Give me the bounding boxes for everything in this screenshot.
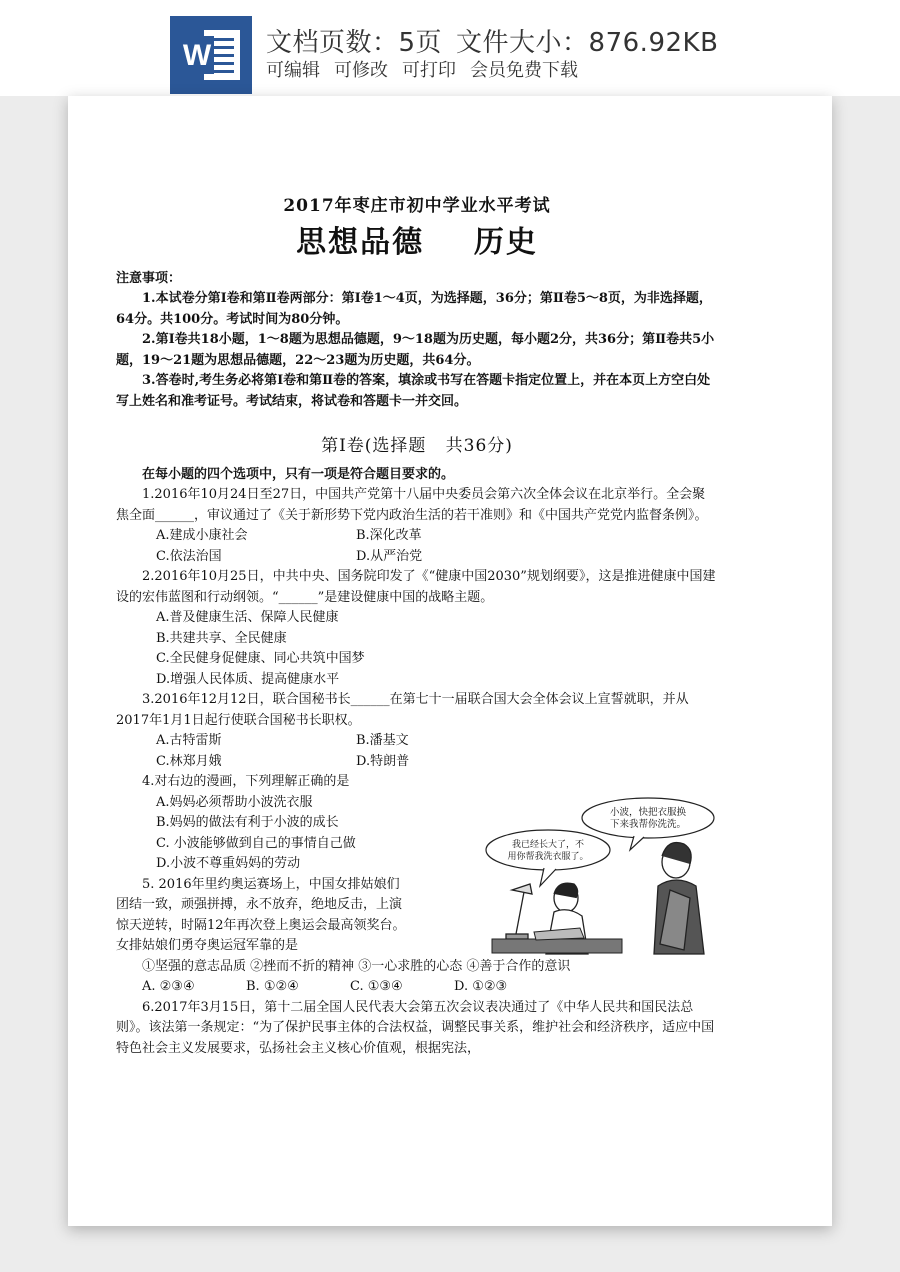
boy-speech-line2: 用你帮我洗衣服了。 [507,852,589,862]
option: B.潘基文 [356,733,409,748]
question-3-options-row1 [116,731,718,752]
feature-printable: 可打印 [402,60,456,81]
question-5: 5. 2016年里约奥运赛场上，中国女排姑娘们团结一致，顽强拼搏，永不放弃，绝地反击，上演惊天逆转，时隔12年再次登上奥运会最高领奖台。女排姑娘们勇夺奥运冠军靠的是 [116,876,406,953]
section-title: 第Ⅰ卷(选择题 共36分) [321,436,513,456]
download-banner [0,0,900,96]
feature-list [266,56,592,82]
exam-subject: 思想品德 历史 [296,224,538,260]
question-3: 3.2016年12月12日，联合国秘书长______在第七十一届联合国大会全体会议上宣誓就职，并从2017年1月1日起行使联合国秘书长职权。 [116,692,689,728]
option: A.普及健康生活、保障人民健康 [156,610,339,625]
question-1: 1.2016年10月24日至27日，中国共产党第十八届中央委员会第六次全体会议在北京举行。全会聚焦全面______，审议通过了《关于新形势下党内政治生活的若干准则》和《中国共产党党内监督条例》。 [116,487,708,523]
page-count: 文档页数：5页 [266,28,443,58]
feature-modifiable: 可修改 [334,60,388,81]
option: A.古特雷斯 [156,733,222,748]
file-size: 文件大小：876.92KB [456,28,719,58]
notice-1: 1.本试卷分第Ⅰ卷和第Ⅱ卷两部分：第Ⅰ卷1～4页，为选择题，36分；第Ⅱ卷5～8页，为非选择题，64分。共100分。考试时间为80分钟。 [116,291,712,327]
exam-document [116,196,718,1059]
feature-editable: 可编辑 [266,60,320,81]
option: C. 小波能够做到自己的事情自己做 [156,835,356,851]
desk [492,939,622,953]
option: D. ①②③ [454,979,508,994]
notice-2: 2.第Ⅰ卷共18小题，1～8题为思想品德题，9～18题为历史题，每小题2分，共36分；第Ⅱ卷共5小题，19～21题为思想品德题，22～23题为历史题，共64分。 [116,332,715,368]
option: C.林郑月娥 [156,753,222,769]
option: B. ①②④ [246,979,299,994]
option: D.小波不尊重妈妈的劳动 [156,856,301,871]
desk-lamp [506,884,532,939]
question-4: 4.对右边的漫画，下列理解正确的是 [142,774,350,789]
question-2: 2.2016年10月25日，中共中央、国务院印发了《“健康中国2030”规划纲要》，这是推进健康中国建设的宏伟蓝图和行动纲领。“______”是建设健康中国的战略主题。 [116,569,716,605]
notice-3: 3.答卷时,考生务必将第Ⅰ卷和第Ⅱ卷的答案，填涂或书写在答题卡指定位置上，并在本页上方空白处写上姓名和准考证号。考试结束，将试卷和答题卡一并交回。 [116,373,711,409]
option: C.依法治国 [156,548,222,564]
exam-title: 2017年枣庄市初中学业水平考试 [283,196,551,216]
book [534,928,584,940]
question-5-options [116,977,718,998]
option: A.建成小康社会 [156,528,248,543]
mother-speech-line2: 下来我帮你洗洗。 [609,819,687,830]
question-6: 6.2017年3月15日，第十二届全国人民代表大会第五次会议表决通过了《中华人民共和国民法总则》。该法第一条规定：“为了保护民事主体的合法权益，调整民事关系，维护社会和经济秩序，适应中国特色社会主义发展要求，弘扬社会主义核心价值观，根据宪法， [116,999,715,1056]
cartoon-illustration [484,794,718,956]
feature-member-download: 会员免费下载 [470,60,578,81]
word-icon-letter: W [182,39,212,72]
mother-figure [654,843,704,955]
question-5-items: ①坚强的意志品质 ②挫而不折的精神 ③一心求胜的心态 ④善于合作的意识 [142,958,571,974]
boy-speech-line1: 我已经长大了，不 [511,840,585,850]
question-1-options-row1 [116,526,718,547]
question-1-options-row2 [116,547,718,568]
option: D.从严治党 [356,548,423,564]
option: C. ①③④ [350,979,403,994]
option: B.深化改革 [356,528,422,543]
mother-speech-line1: 小波，快把衣服换 [609,807,687,818]
option: C.全民健身促健康、同心共筑中国梦 [156,651,365,666]
option: B.妈妈的做法有利于小波的成长 [156,815,339,830]
instruction: 在每小题的四个选项中，只有一项是符合题目要求的。 [142,466,455,482]
option: D.特朗普 [356,753,410,769]
option: D.增强人民体质、提高健康水平 [156,671,340,687]
option: B.共建共享、全民健康 [156,630,287,646]
question-3-options-row2 [116,752,718,773]
option: A.妈妈必须帮助小波洗衣服 [156,794,313,810]
option: A. ②③④ [142,979,195,994]
file-info [266,22,732,59]
notice-title: 注意事项： [116,270,182,286]
word-document-icon [170,16,252,94]
